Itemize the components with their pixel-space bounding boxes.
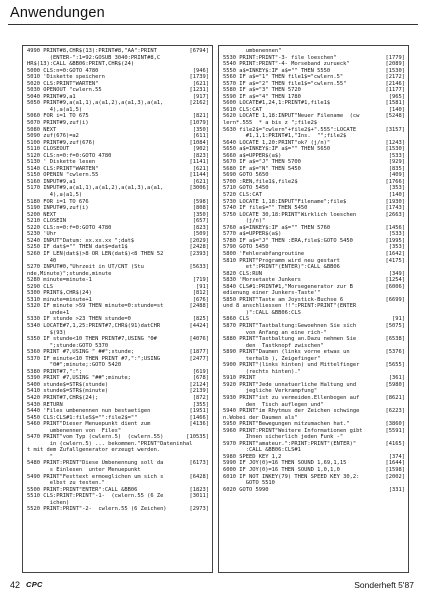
checksum: [917] — [192, 93, 209, 100]
code-text: et":PRINT"(ENTER)":CALL &BB06 — [223, 264, 340, 271]
code-text: 5880 PRINT"Tastbaltung an.Dazu nehmen Sie — [223, 336, 357, 343]
code-text: (rechts hinten)." — [223, 368, 301, 375]
code-text: 5830 'Morsetaste Junkers — [223, 277, 301, 284]
code-text: 5740 IF file$="" THEN 5450 — [223, 205, 308, 212]
code-text: den Tisch auflegen und" — [223, 401, 324, 408]
checksum: [3157] — [385, 126, 405, 133]
code-text: 5040 PRINT#9,a1 — [27, 93, 76, 100]
code-text: 4),a(a1,5) — [27, 106, 83, 113]
code-text: 5470 PRINT"vom Typ (cwlern.5) (cwlern.55) — [27, 434, 164, 441]
checksum: [374] — [388, 453, 405, 460]
checksum: [2488] — [189, 303, 209, 310]
code-text: #1,1,1:PRINT#1,"Ins. "";file2$ — [223, 133, 347, 140]
code-text: Ihnen sicherlich jeden Funk -" — [223, 434, 344, 441]
code-text: 5010 'Diskette speichern — [27, 74, 105, 81]
checksum: [6794] — [189, 48, 209, 54]
code-text: 5430 RETURN — [27, 401, 63, 408]
checksum: [2477] — [189, 355, 209, 362]
checksum: [91] — [196, 283, 209, 290]
checksum: [91] — [392, 316, 405, 323]
checksum: [678] — [192, 375, 209, 382]
checksum: [6223] — [385, 408, 405, 415]
checksum: [821] — [192, 113, 209, 120]
checksum: [1779] — [385, 54, 405, 61]
code-text: 5690 GOTO 5650 — [223, 172, 269, 179]
code-text: 40 — [27, 257, 57, 264]
checksum: [6006] — [385, 283, 405, 290]
code-text: edienung einer Junkers-Taste'" — [223, 290, 321, 297]
code-text: 5070 PRINT#9,zuf(i) — [27, 120, 89, 127]
code-text: 5710 GOTO 5450 — [223, 185, 269, 192]
code-text: 5950 PRINT"Bewegungen mitzumachen hat." — [223, 421, 350, 428]
code-text: 5980 SPEED KEY 1,2 — [223, 453, 282, 460]
code-text: " — [27, 453, 53, 460]
code-text: 5660 a$=UPPER$(a$) — [223, 152, 282, 159]
page-number: 42 — [10, 580, 21, 590]
code-text: 5060 FOR i=1 TO 675 — [27, 113, 89, 120]
checksum: [4076] — [189, 336, 209, 343]
code-text: 5940 PRINT"im Rhytmus der Zeichen schwinge — [223, 408, 360, 415]
code-text: 5820 CLS:RUN — [223, 270, 262, 277]
checksum: [823] — [192, 224, 209, 231]
code-text: 5540 PRINT:PRINT"-4- Morseband zurueck" — [223, 61, 350, 68]
checksum: [409] — [388, 172, 405, 179]
code-text: 5130 ' Diskette lesen — [27, 159, 96, 166]
code-text: 5770 a$=UPPER$(a$) — [223, 231, 282, 238]
code-text: 5900 PRINT"(links hinten) und Mittelfinger — [223, 362, 360, 369]
code-text: 5330 IF stunde >23 THEN stunde=0 — [27, 316, 131, 323]
checksum: [350] — [192, 126, 209, 133]
code-text: 6010 IF NOT INKEY(79) THEN SPEED KEY 30,2: — [223, 473, 360, 480]
checksum: [2002] — [385, 473, 405, 480]
code-text: 5340 LOCATE#7,1,25:PRINT#7,CHR$(91)datCHR — [27, 322, 161, 329]
code-text: GOTO 5510 — [223, 480, 275, 487]
code-text: 5840 CLS#1:PRINT#1,"Morsegenerator zur B — [223, 283, 353, 290]
checksum: [8621] — [385, 394, 405, 401]
code-text: 5090 zuf(676)=a2 — [27, 133, 79, 140]
checksum: [1877] — [189, 349, 209, 356]
code-text: 5420 PRINT#7,CHR$(24); — [27, 394, 99, 401]
checksum: [1456] — [385, 224, 405, 231]
code-text: von Anfang an eine rich-" — [223, 329, 327, 336]
checksum: [3860] — [385, 421, 405, 428]
checksum: [1743] — [385, 205, 405, 212]
code-text: 5440 'Files umbenennen nun bestaetigen — [27, 408, 151, 415]
checksum: [361] — [388, 375, 405, 382]
checksum: [2029] — [189, 237, 209, 244]
code-text: s Einlesen unter Menuepunkt — [27, 467, 141, 473]
checksum: [6428] — [189, 473, 209, 480]
page-header — [8, 2, 418, 25]
code-text: 5850 PRINT"Taste am Joystick-Buchse 6 — [223, 296, 344, 303]
code-text: 5640 LOCATE 1,20:PRINT"ok? (j/n)" — [223, 139, 331, 146]
code-text: 5120 CLS:n=0:f=0:GOTO 4780 — [27, 152, 112, 159]
listing-column-left — [22, 45, 213, 573]
checksum: [2139] — [189, 388, 209, 395]
code-text: 5560 IF a$="1" THEN file1$="cwlern.5" — [223, 74, 344, 81]
code-text: 4990 PRINT#8,CHR$(13):PRINT#8,"AA":PRINT — [27, 48, 157, 54]
checksum: [1466] — [189, 414, 209, 421]
checksum: [331] — [388, 486, 405, 493]
checksum: [3011] — [189, 493, 209, 500]
code-text: 5320 IF minute >59 THEN minute=0:stunde=st — [27, 303, 164, 310]
code-text: t mit dem Zufallgenerator erzeugt werden. — [27, 447, 161, 454]
code-text: $(93) — [27, 329, 66, 336]
code-text: n.Wobei der Daumen als" — [223, 414, 298, 421]
code-text: und 8 anschliessen !!":PRINT:PRINT"(ENTER — [223, 303, 357, 310]
code-text: 5280 minute=minute-1 — [27, 277, 92, 284]
checksum: [2973] — [189, 506, 209, 513]
checksum: [946] — [192, 67, 209, 74]
code-text: 5620 LOCATE 1,18:INPUT"Neuer Filename (cw — [223, 113, 360, 120]
checksum: [1739] — [189, 74, 209, 81]
code-text: "0#";minute;:GOTO 5420 — [27, 362, 122, 369]
checksum: [140] — [388, 106, 405, 113]
checksum: [4175] — [385, 257, 405, 264]
code-text: (j/n)" — [223, 218, 266, 225]
code-text: 5860 CLS — [223, 316, 249, 323]
code-text: ";stunde:GOTO 5370 — [27, 342, 109, 349]
checksum: [1530] — [385, 67, 405, 74]
code-text: 5700 :REN,file1$,file2$ — [223, 178, 298, 185]
code-text: 4),a(a1,5) — [27, 192, 83, 199]
checksum: [5248] — [385, 113, 405, 120]
checksum: [5376] — [385, 349, 405, 356]
code-text: 5760 a$=INKEY$:IF a$="" THEN 5760 — [223, 224, 331, 231]
code-text: 5020 CLS:PRINT"WARTEN" — [27, 80, 99, 87]
checksum: [1930] — [385, 198, 405, 205]
code-text: 5240 INPUT"Datum: xx.xx.xx ";dat$ — [27, 237, 135, 244]
code-text: 5510 CLS:PRINT:PRINT"-1- (cwlern.55 (6 Ze — [27, 493, 164, 500]
checksum: [1642] — [385, 250, 405, 257]
code-text: 5600 LOCATE#1,24,1:PRINT#1,file1$ — [223, 100, 331, 107]
checksum: [1951] — [189, 408, 209, 415]
checksum: [533] — [388, 231, 405, 238]
checksum: [808] — [192, 205, 209, 212]
code-text: elbst zu testen." — [27, 480, 105, 487]
checksum: [1079] — [189, 120, 209, 127]
checksum: [657] — [192, 218, 209, 225]
code-text: 5110 CLOSEOUT — [27, 146, 70, 153]
checksum: [2124] — [189, 381, 209, 388]
code-text: 5370 IF minute<10 THEN PRINT #7,":";USING — [27, 355, 161, 362]
code-text: 5300 PRINT$,CHR$(24) — [27, 290, 92, 297]
code-text: 5480 PRINT:PRINT"Diese Umbenennung soll da — [27, 460, 164, 467]
checksum: [902] — [192, 146, 209, 153]
code-text: 5670 IF a$="J" THEN 5700 — [223, 159, 301, 166]
code-text: 5790 GOTO 5450 — [223, 244, 269, 251]
checksum: [835] — [388, 165, 405, 172]
checksum: [1823] — [189, 486, 209, 493]
checksum: [6538] — [385, 336, 405, 343]
code-text: (ENTER-":1=92:GOSUB 3040:PRINT#8,C — [27, 54, 161, 61]
code-text: 5870 PRINT"Tastbaltung:Gewoehnen Sie sich — [223, 322, 357, 329]
checksum: [1644] — [385, 460, 405, 467]
code-line — [27, 506, 209, 513]
checksum: [812] — [192, 290, 209, 297]
code-text: in (cwlern.5) ... bekommen."PRINT"Dateninhal — [27, 440, 193, 447]
checksum: [4136] — [189, 421, 209, 428]
code-text: 5180 FOR i=1 TO 676 — [27, 198, 89, 205]
code-text: 5680 IF a$="N" THEN 5450 — [223, 165, 301, 172]
code-text: 5100 PRINT#9,zuf(676) — [27, 139, 96, 146]
checksum: [1581] — [385, 100, 405, 107]
checksum: [621] — [192, 80, 209, 87]
code-line — [223, 487, 405, 494]
code-text: 5500 PRINT:PRINT"ENTER":CALL &BB06 — [27, 486, 138, 493]
checksum: [3006] — [189, 185, 209, 192]
code-text: 5530 PRINT:PRINT"-3- file loeschen" — [223, 54, 337, 61]
code-text: 5630 file2$="cwlern"+file2$+".555":LOCATE — [223, 126, 357, 133]
checksum: [509] — [192, 231, 209, 238]
code-text: ichen) — [27, 499, 70, 506]
checksum: [929] — [388, 159, 405, 166]
checksum: [965] — [388, 93, 405, 100]
listing-column-right — [218, 45, 409, 573]
code-text: 5350 IF stunde<10 THEN PRINT#7,USING "0# — [27, 336, 157, 343]
checksum: [5633] — [189, 264, 209, 271]
checksum: [1177] — [385, 87, 405, 94]
code-text: 5780 IF a$="J" THEN :ERA,file$:GOTO 5450 — [223, 237, 353, 244]
code-text: 5410 stunde$=STR$(minute) — [27, 388, 109, 395]
checksum: [2172] — [385, 74, 405, 81]
checksum: [10535] — [186, 434, 209, 441]
checksum: [825] — [192, 316, 209, 323]
code-text: 5270 INPUT#0,"Uhrzeit in UT/CNT (Stu — [27, 264, 144, 271]
code-text: 5520 PRINT:PRINT"-2- cwlern.55 (6 Zeichen) — [27, 506, 167, 513]
checksum: [1995] — [385, 237, 405, 244]
checksum: [6173] — [189, 460, 209, 467]
code-text: 5490 PRINT"Festtext ermoeglichen um sich s — [27, 473, 164, 480]
checksum: [5075] — [385, 322, 405, 329]
checksum: [676] — [192, 296, 209, 303]
code-text: 5920 PRINT"Jede unnatuerliche Haltung und — [223, 381, 357, 388]
checksum: [5591] — [385, 427, 405, 434]
code-text: 5360 PRINT #7,USING " ##";stunde; — [27, 349, 135, 356]
checksum: [1530] — [385, 146, 405, 153]
code-text: 5310 minute=minute+1 — [27, 296, 92, 303]
code-text: 5990 IF JOY(0)=16 THEN SOUND 1,69,1,15 — [223, 460, 347, 467]
code-text: HR$(13):CALL &BB06:PRINT,CHR$(24) — [27, 61, 135, 68]
checksum: [5980] — [385, 381, 405, 388]
code-text: 5390 PRINT #7,USING "##";minute; — [27, 375, 131, 382]
code-text: 5080 NEXT — [27, 126, 57, 133]
code-text: :CALL &BB06:CLS#1 — [223, 447, 301, 454]
checksum: [621] — [192, 178, 209, 185]
code-text: 5910 PRINT — [223, 375, 256, 382]
checksum: [611] — [192, 133, 209, 140]
code-text: 5400 stunde$=STR$(stunde) — [27, 381, 109, 388]
checksum: [2162] — [189, 100, 209, 107]
code-text: 5590 IF a$="4" THEN 1780 — [223, 93, 301, 100]
code-text: 5460 PRINT"Dieser Menuepunkt dient zum — [27, 421, 151, 428]
code-text: 5800 'Fehlerabfangroutine — [223, 250, 305, 257]
checksum: [349] — [388, 270, 405, 277]
code-text: 5580 IF a$="3" THEN 5720 — [223, 87, 301, 94]
code-text: umbenennen von Files" — [27, 427, 122, 434]
checksum: [872] — [192, 394, 209, 401]
checksum: [598] — [192, 198, 209, 205]
code-text: 5730 LOCATE 1,18:INPUT"Filename";file$ — [223, 198, 347, 205]
checksum: [140] — [388, 192, 405, 199]
checksum: [2663] — [385, 211, 405, 218]
code-text: 5380 PRINT#7,":"; — [27, 368, 83, 375]
checksum: [1243] — [385, 139, 405, 146]
checksum: [1144] — [189, 172, 209, 179]
checksum: [2428] — [189, 244, 209, 251]
checksum: [4165] — [385, 440, 405, 447]
code-text: 5890 PRINT"Daumen (links vorne etwas un — [223, 349, 350, 356]
checksum: [2089] — [385, 61, 405, 68]
code-text: 5650 a$=INKEY$:IF a$="" THEN 5650 — [223, 146, 331, 153]
checksum: [5655] — [385, 362, 405, 369]
code-text: 5720 CLS:CAT — [223, 192, 262, 199]
code-text: 5570 IF a$="2" THEN file1$="cwlern.55" — [223, 80, 347, 87]
checksum: [350] — [192, 211, 209, 218]
code-text: lern*.555 * a bis z ";file2$ — [223, 120, 318, 127]
checksum: [1084] — [189, 139, 209, 146]
checksum: [355] — [192, 401, 209, 408]
code-text: terhalb ), Zeigefinger" — [223, 355, 321, 362]
code-text: 5170 INPUT#9,a(a1,1),a(a1,2),a(a1,3),a(a1, — [27, 185, 164, 192]
code-text: unde+1 — [27, 309, 70, 316]
code-text: 6000 IF JOY(0)=16 THEN SOUND 1,0,1,0 — [223, 467, 340, 473]
checksum: [353] — [388, 244, 405, 251]
issue-label: Sonderheft 5'87 — [354, 580, 414, 590]
code-text: 5610 CLS:CAT — [223, 106, 262, 113]
checksum: [2393] — [189, 250, 209, 257]
code-text: 5550 a$=INKEY$:IF a$="" THEN 5550 — [223, 67, 331, 74]
code-text: 5030 OPENOUT "cwlern.55 — [27, 87, 102, 94]
checksum: [4424] — [189, 322, 209, 329]
checksum: [353] — [388, 185, 405, 192]
code-text: 5750 LOCATE 30,18:PRINT"Wirklich loeschen — [223, 211, 357, 218]
code-text: 5140 CLS:PRINT"WARTEN" — [27, 165, 99, 172]
code-text: 5190 INPUT#9,zuf(i) — [27, 205, 89, 212]
code-text: 5810 PRINT"Programm wird neu gestart — [223, 257, 340, 264]
checksum: [823] — [192, 152, 209, 159]
checksum: [2146] — [385, 80, 405, 87]
checksum: [1254] — [385, 277, 405, 284]
code-text: 5230 'Uhr — [27, 231, 57, 238]
code-text: 5200 NEXT — [27, 211, 57, 218]
code-text: 5220 CLS:n=0:f=0:GOTO 4780 — [27, 224, 112, 231]
page-footer — [8, 578, 418, 594]
code-text: 5150 OPENIN "cwlern.55 — [27, 172, 99, 179]
code-text: )":CALL &BB06:CLS — [223, 309, 301, 316]
code-text: 5960 PRINT:PRINT"Weitere Informationen gibt — [223, 427, 363, 434]
checksum: [719] — [192, 277, 209, 284]
code-text: jegliche Verkrampfung" — [223, 388, 318, 395]
checksum: [1231] — [189, 87, 209, 94]
code-text: nde,Minute)";stunde,minute — [27, 270, 112, 277]
checksum: [619] — [192, 368, 209, 375]
checksum: [1766] — [385, 178, 405, 185]
code-text: 6020 GOTO 5990 — [223, 486, 269, 493]
code-text: 5050 PRINT#9,a(a1,1),a(a1,2),a(a1,3),a(a1, — [27, 100, 164, 107]
checksum: [6699] — [385, 296, 405, 303]
code-text: 5160 INPUT#9,a1 — [27, 178, 76, 185]
code-text: den Tastknopf zwischen" — [223, 342, 324, 349]
code-text: 5000 CLS:n=0:GOTO 4780 — [27, 67, 99, 74]
checksum: [533] — [388, 152, 405, 159]
code-text: 5930 PRINT"ist zu vermeiden.Ellenbogen auf — [223, 394, 360, 401]
code-text: 5290 CLS — [27, 283, 53, 290]
code-text: 5970 PRINT"amateur.":PRINT:PRINT"(ENTER)" — [223, 440, 357, 447]
section-title: Anwendungen — [10, 5, 105, 21]
checksum: [1598] — [385, 467, 405, 473]
code-text: 5210 CLOSEIN — [27, 218, 66, 225]
code-text: 5250 IF dat$="" THEN dat$=dat1$ — [27, 244, 128, 251]
checksum: [621] — [192, 165, 209, 172]
code-text: 5450 CLS:CLS#1:fileS$="":file2$="" — [27, 414, 138, 421]
code-text: umbenennen" — [223, 48, 282, 54]
code-text: 5260 IF LEN(dat$)>8 OR LEN(dat$)<8 THEN 52 — [27, 250, 164, 257]
checksum: [1141] — [189, 159, 209, 166]
cpc-logo: CPC — [26, 580, 43, 589]
